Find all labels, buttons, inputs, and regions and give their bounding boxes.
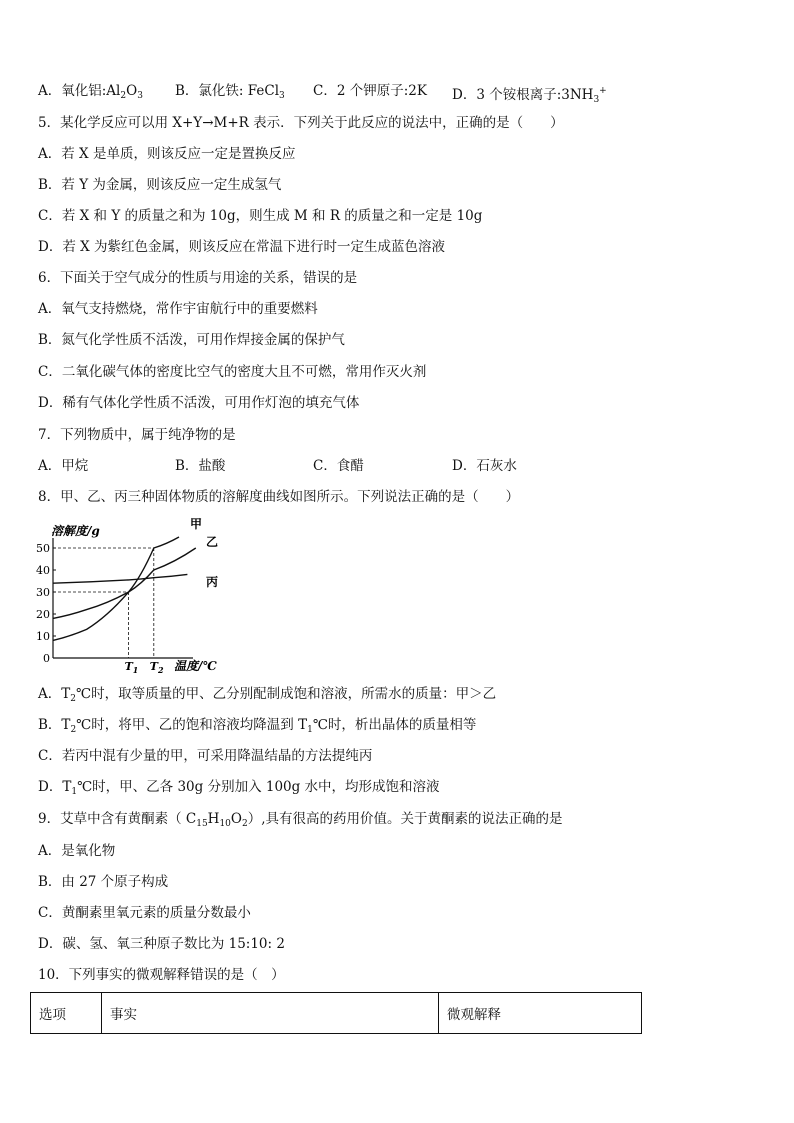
y-tick-label: 30 [36, 586, 50, 599]
y-tick-label: 0 [43, 652, 50, 665]
q5-option-b: B．若 Y 为金属，则该反应一定生成氢气 [38, 177, 282, 193]
q6-option-b: B．氮气化学性质不活泼，可用作焊接金属的保护气 [38, 332, 345, 348]
q9-option-a: A．是氧化物 [38, 843, 116, 859]
y-tick-label: 50 [36, 542, 50, 555]
series-label: 丙 [206, 575, 219, 589]
x-marker-label: $T_2$ [149, 660, 164, 675]
y-axis-label: 溶解度/g [51, 524, 100, 538]
q9-option-d: D．碳、氢、氧三种原子数比为 15:10: 2 [38, 936, 285, 952]
q4-option-b: B．氯化铁: FeCl$_3$ [175, 83, 285, 101]
q5-option-a: A．若 X 是单质，则该反应一定是置换反应 [38, 146, 296, 162]
table-header-option: 选项 [31, 993, 102, 1034]
x-marker-label: $T_1$ [124, 660, 139, 675]
q8-option-d: D．$T_1℃$时，甲、乙各 30g 分别加入 100g 水中，均形成饱和溶液 [38, 779, 440, 797]
q5-option-d: D．若 X 为紫红色金属，则该反应在常温下进行时一定生成蓝色溶液 [38, 239, 446, 255]
y-tick-label: 10 [36, 630, 50, 643]
q8-option-b: B．$T_2℃$时，将甲、乙的饱和溶液均降温到 $T_1℃$时，析出晶体的质量相等 [38, 717, 477, 735]
q4-option-c: C．2 个钾原子:2K [313, 83, 427, 99]
table-header-fact: 事实 [102, 993, 439, 1034]
q8-option-c: C．若丙中混有少量的甲，可采用降温结晶的方法提纯丙 [38, 748, 373, 764]
q5-option-c: C．若 X 和 Y 的质量之和为 10g，则生成 M 和 R 的质量之和一定是 10g [38, 208, 483, 224]
q8-stem: 8．甲、乙、丙三种固体物质的溶解度曲线如图所示。下列说法正确的是（ ） [38, 489, 520, 505]
q9-option-c: C．黄酮素里氧元素的质量分数最小 [38, 905, 251, 921]
y-tick-label: 40 [36, 564, 50, 577]
series-label: 甲 [190, 517, 203, 531]
q7-option-d: D．石灰水 [452, 458, 517, 474]
q6-option-d: D．稀有气体化学性质不活泼，可用作灯泡的填充气体 [38, 395, 360, 411]
q7-option-b: B．盐酸 [175, 458, 226, 474]
q6-option-a: A．氧气支持燃烧，常作宇宙航行中的重要燃料 [38, 301, 318, 317]
q6-option-c: C．二氧化碳气体的密度比空气的密度大且不可燃，常用作灭火剂 [38, 364, 427, 380]
q10-table [30, 992, 642, 1034]
q9-option-b: B．由 27 个原子构成 [38, 874, 169, 890]
x-axis-label: 温度/℃ [174, 659, 217, 673]
q7-option-a: A．甲烷 [38, 458, 89, 474]
table-header-row [31, 993, 642, 1034]
q4-option-a: A．氧化铝$:Al_2O_3$ [38, 83, 143, 101]
q7-stem: 7．下列物质中，属于纯净物的是 [38, 427, 236, 443]
solubility-chart [30, 516, 240, 678]
series-label: 乙 [206, 535, 219, 549]
q8-option-a: A．$T_2℃$时，取等质量的甲、乙分别配制成饱和溶液，所需水的质量：甲＞乙 [38, 686, 497, 704]
q5-stem: 5．某化学反应可以用 X+Y→M+R 表示．下列关于此反应的说法中，正确的是（ ） [38, 115, 564, 131]
q9-stem: 9．艾草中含有黄酮素（ $C_{15}H_{10}O_2$）,具有很高的药用价值。关于黄酮素的说法正确的是 [38, 811, 563, 829]
q4-option-d: D．3 个铵根离子$:3NH_3^+$ [452, 86, 607, 105]
table-header-explanation: 微观解释 [439, 993, 642, 1034]
series-curve-甲 [53, 537, 179, 640]
q6-stem: 6．下面关于空气成分的性质与用途的关系，错误的是 [38, 270, 358, 286]
q7-option-c: C．食醋 [313, 458, 364, 474]
series-curve-乙 [53, 548, 196, 618]
y-tick-label: 20 [36, 608, 50, 621]
q10-stem: 10．下列事实的微观解释错误的是（ ） [38, 967, 285, 983]
series-curve-丙 [53, 574, 187, 583]
